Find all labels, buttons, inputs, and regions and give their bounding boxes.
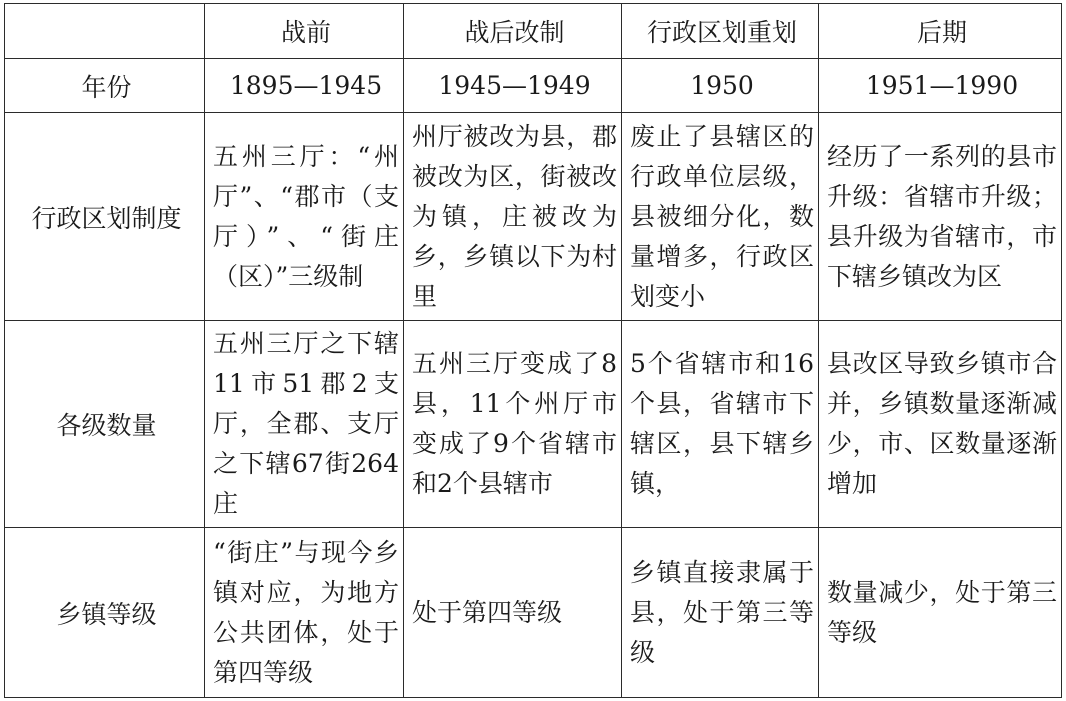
table-cell: 处于第四等级 xyxy=(404,528,622,698)
table-cell: 数量减少，处于第三等级 xyxy=(819,528,1062,698)
header-row xyxy=(5,4,1062,59)
header-cell-later-period: 后期 xyxy=(819,4,1062,59)
row-label-counts: 各级数量 xyxy=(5,321,205,528)
header-cell-empty xyxy=(5,4,205,59)
table-cell: 五州三厅之下辖11市51郡2支厅，全郡、支厅之下辖67街264庄 xyxy=(205,321,404,528)
table-row-years xyxy=(5,59,1062,113)
table-cell: “街庄”与现今乡镇对应，为地方公共团体，处于第四等级 xyxy=(205,528,404,698)
table-cell: 废止了县辖区的行政单位层级，县被细分化，数量增多，行政区划变小 xyxy=(622,113,819,321)
table-cell: 经历了一系列的县市升级：省辖市升级；县升级为省辖市，市下辖乡镇改为区 xyxy=(819,113,1062,321)
header-cell-postwar-reform: 战后改制 xyxy=(404,4,622,59)
header-cell-redivision: 行政区划重划 xyxy=(622,4,819,59)
row-label-years: 年份 xyxy=(5,59,205,113)
table-cell: 1950 xyxy=(622,59,819,113)
table-cell: 5个省辖市和16个县，省辖市下辖区，县下辖乡镇， xyxy=(622,321,819,528)
row-label-system: 行政区划制度 xyxy=(5,113,205,321)
table-cell: 乡镇直接隶属于县，处于第三等级 xyxy=(622,528,819,698)
table-cell: 州厅被改为县，郡被改为区，街被改为镇，庄被改为乡，乡镇以下为村里 xyxy=(404,113,622,321)
table-row-counts xyxy=(5,321,1062,528)
table-cell: 1951—1990 xyxy=(819,59,1062,113)
row-label-township-level: 乡镇等级 xyxy=(5,528,205,698)
table-cell: 1895—1945 xyxy=(205,59,404,113)
header-cell-prewar: 战前 xyxy=(205,4,404,59)
admin-division-table xyxy=(4,3,1062,698)
table-row-township-level xyxy=(5,528,1062,698)
table-cell: 五州三厅变成了8县，11个州厅市变成了9个省辖市和2个县辖市 xyxy=(404,321,622,528)
table-cell: 县改区导致乡镇市合并，乡镇数量逐渐减少，市、区数量逐渐增加 xyxy=(819,321,1062,528)
table-cell: 五州三厅：“州厅”、“郡市（支厅）”、“街庄（区）”三级制 xyxy=(205,113,404,321)
table-cell: 1945—1949 xyxy=(404,59,622,113)
table-row-system xyxy=(5,113,1062,321)
